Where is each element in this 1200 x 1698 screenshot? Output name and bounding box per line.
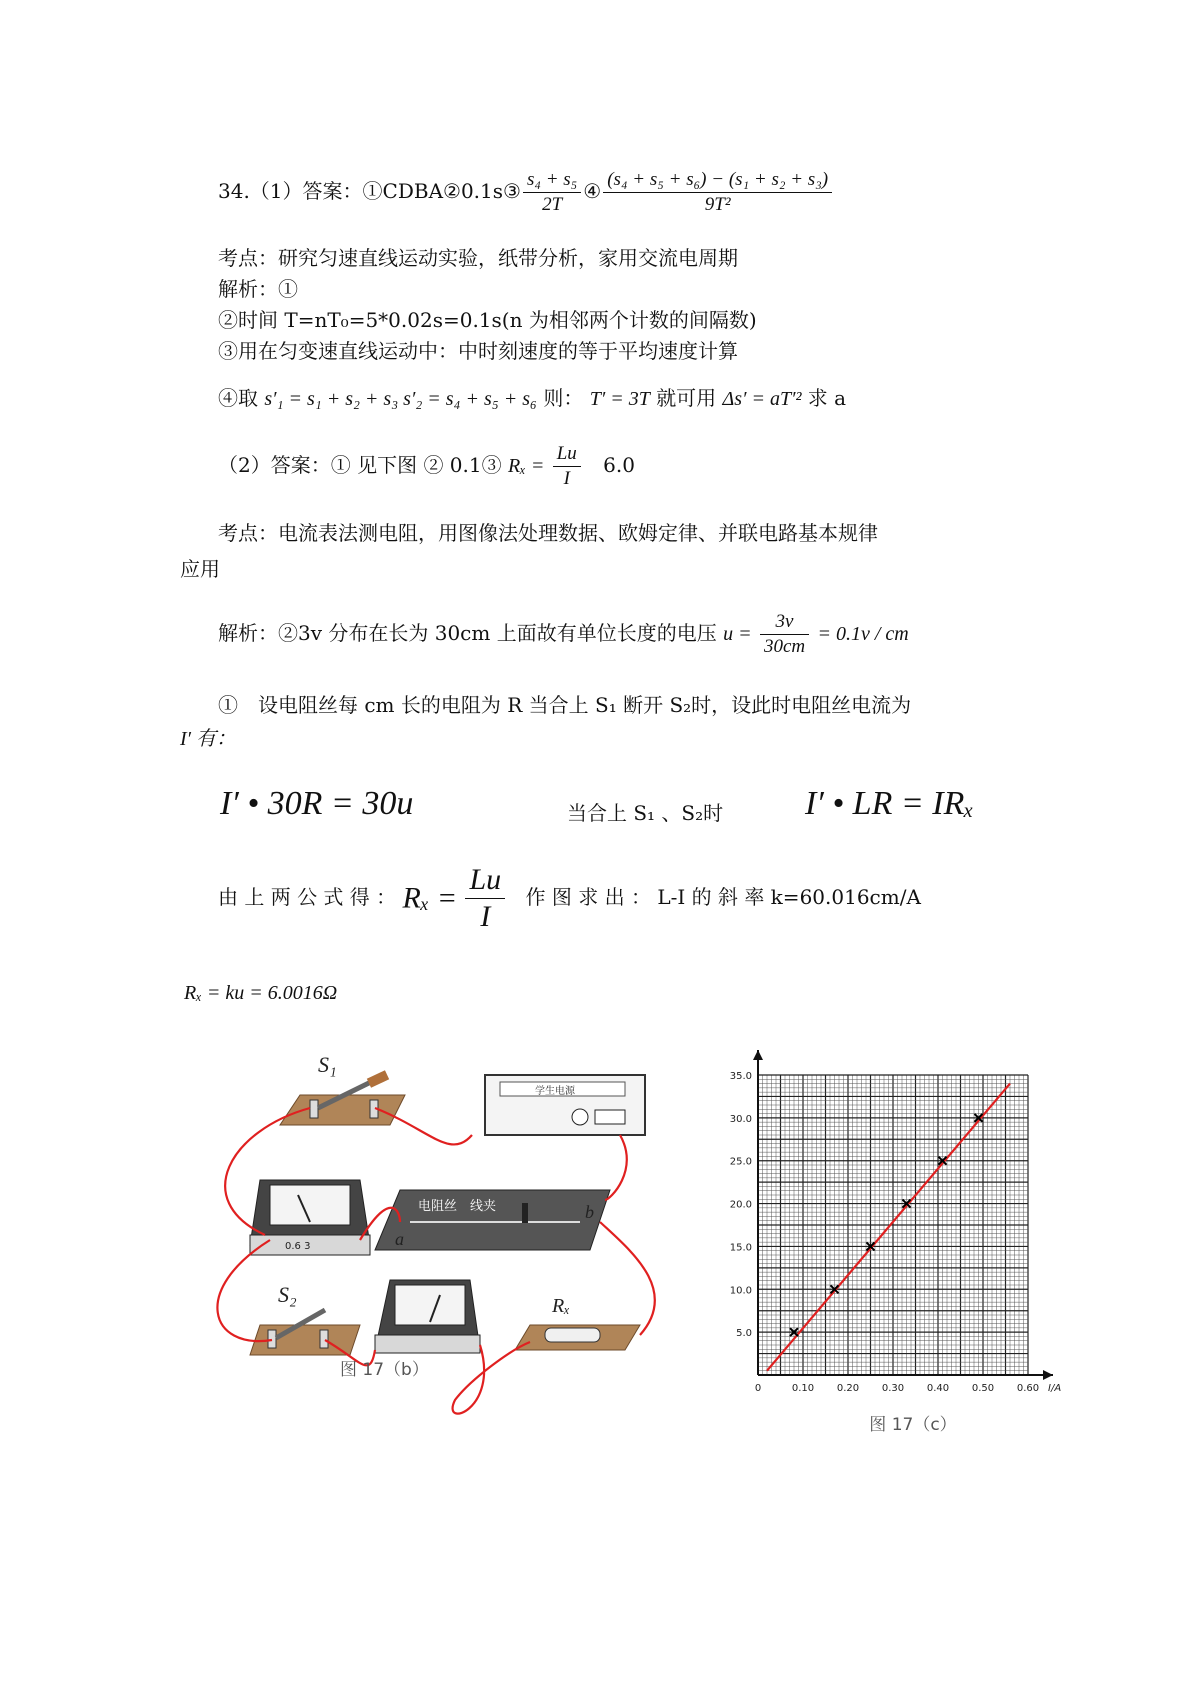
wire-label: 电阻丝 线夹 bbox=[418, 1199, 497, 1214]
fraction-denominator: I bbox=[480, 900, 491, 933]
circuit-caption: 图 17（b） bbox=[340, 1360, 429, 1380]
x-tick-label: 0.40 bbox=[926, 1383, 950, 1394]
s2-label: S₂ bbox=[278, 1282, 297, 1307]
x-axis-label: I/A bbox=[1048, 1383, 1062, 1394]
can-use-label: 就可用 bbox=[656, 386, 717, 410]
ammeter-symbol bbox=[572, 1109, 588, 1125]
derive-line bbox=[218, 862, 921, 935]
wire-clip bbox=[522, 1203, 528, 1223]
label-b: b bbox=[585, 1202, 594, 1222]
jiexi-2-text: 解析：②3v 分布在长为 30cm 上面故有单位长度的电压 bbox=[218, 621, 717, 645]
fraction-denominator: I bbox=[563, 468, 570, 489]
rx-resistor bbox=[545, 1328, 600, 1342]
circuit-figure bbox=[210, 1050, 700, 1450]
chart-caption: 图 17（c） bbox=[869, 1415, 957, 1435]
y-tick-label: 20.0 bbox=[729, 1199, 752, 1211]
set-r-line: ① 设电阻丝每 cm 长的电阻为 R 当合上 S₁ 断开 S₂时，设此时电阻丝电流为 bbox=[218, 693, 912, 717]
answer-line-1 bbox=[218, 168, 834, 217]
kaodian-1: 考点：研究匀速直线运动实验，纸带分析，家用交流电周期 bbox=[218, 246, 738, 270]
s1-handle bbox=[367, 1070, 389, 1088]
fraction-denominator: 30cm bbox=[763, 636, 806, 657]
derive-rx: Rₓ = bbox=[402, 881, 458, 915]
label-a: a bbox=[395, 1229, 404, 1249]
answer-line-2 bbox=[218, 442, 635, 491]
find-a-label: 求 a bbox=[807, 386, 847, 410]
fraction-numerator: (s₄ + s₅ + s₆) − (s₁ + s₂ + s₃) bbox=[603, 168, 832, 193]
fraction-numerator: s₄ + s₅ bbox=[523, 168, 581, 193]
y-axis-arrow bbox=[753, 1050, 763, 1060]
x-tick-label: 0.20 bbox=[836, 1383, 860, 1394]
answer-1-prefix: 34.（1）答案：①CDBA②0.1s③ bbox=[218, 179, 521, 203]
fraction-numerator: 3v bbox=[760, 610, 809, 635]
graph-l-vs-i bbox=[720, 1042, 1080, 1442]
s1-post-left bbox=[310, 1100, 318, 1118]
answer-1-mid: ④ bbox=[583, 179, 602, 203]
power-display bbox=[595, 1110, 625, 1124]
x-tick-label: 0.50 bbox=[971, 1383, 995, 1394]
fraction-rx bbox=[553, 442, 581, 491]
unit-voltage-value: = 0.1v / cm bbox=[817, 623, 909, 645]
jiexi-2-line bbox=[218, 610, 909, 659]
fraction-denominator: 2T bbox=[542, 194, 563, 215]
ammeter-2-base bbox=[375, 1335, 480, 1353]
s2-post-right bbox=[320, 1330, 328, 1348]
y-tick-label: 15.0 bbox=[729, 1242, 752, 1254]
jiexi-1: 解析：① bbox=[218, 277, 298, 301]
x-axis-arrow bbox=[1043, 1370, 1053, 1380]
then-label: 则： bbox=[543, 386, 584, 410]
final-result: Rₓ = ku = 6.0016Ω bbox=[184, 982, 338, 1004]
set-r-line-cont: I′ 有： bbox=[180, 728, 237, 750]
kaodian-2-cont: 应用 bbox=[180, 557, 220, 581]
ammeter-2-face bbox=[395, 1285, 465, 1325]
x-tick-label: 0.60 bbox=[1016, 1383, 1040, 1394]
fraction-unit-voltage bbox=[760, 610, 809, 659]
period-eq: T′ = 3T bbox=[589, 388, 650, 410]
derive-slope-text: 作 图 求 出 ： L-I 的 斜 率 k=60.016cm/A bbox=[525, 885, 921, 909]
fraction-numerator: Lu bbox=[553, 442, 581, 467]
y-tick-label: 10.0 bbox=[729, 1285, 752, 1297]
fraction-numerator: Lu bbox=[465, 862, 505, 899]
kaodian-2: 考点：电流表法测电阻，用图像法处理数据、欧姆定律、并联电路基本规律 bbox=[218, 521, 878, 545]
answer-2-value: 6.0 bbox=[603, 453, 635, 477]
fraction-avg-velocity bbox=[523, 168, 581, 217]
power-label: 学生电源 bbox=[535, 1086, 575, 1097]
answer-2-prefix: （2）答案：① 见下图 ② 0.1③ bbox=[218, 453, 502, 477]
wires bbox=[217, 1108, 654, 1414]
x-tick-label: 0.30 bbox=[881, 1383, 905, 1394]
y-tick-label: 5.0 bbox=[736, 1328, 752, 1340]
fraction-derive-rx bbox=[465, 862, 505, 935]
ammeter-1-face bbox=[270, 1185, 350, 1225]
u-symbol: u = bbox=[723, 623, 752, 645]
s2-post-left bbox=[268, 1330, 276, 1348]
take-label: ④取 bbox=[218, 386, 258, 410]
displacement-line bbox=[218, 385, 846, 412]
rx-label: Rₓ bbox=[552, 1295, 570, 1317]
time-line: ②时间 T=nT₀=5*0.02s=0.1s(n 为相邻两个计数的间隔数) bbox=[218, 308, 757, 332]
x-tick-label: 0 bbox=[754, 1383, 762, 1394]
equation-mid-text: 当合上 S₁ 、S₂时 bbox=[567, 801, 724, 825]
derive-prefix: 由 上 两 公 式 得 ： bbox=[218, 885, 397, 909]
x-tick-label: 0.10 bbox=[791, 1383, 815, 1394]
rx-symbol: Rₓ = bbox=[507, 455, 545, 477]
fraction-denominator: 9T² bbox=[704, 194, 731, 215]
delta-s-eq: Δs′ = aT′² bbox=[722, 388, 802, 410]
equation-2: I′ • LR = IRₓ bbox=[805, 785, 975, 822]
displacement-defs: s′₁ = s₁ + s₂ + s₃ s′₂ = s₄ + s₅ + s₆ bbox=[264, 388, 537, 410]
y-tick-label: 30.0 bbox=[729, 1113, 752, 1125]
avg-line: ③用在匀变速直线运动中：中时刻速度的等于平均速度计算 bbox=[218, 339, 738, 363]
equation-1: I′ • 30R = 30u bbox=[220, 785, 414, 822]
fraction-acceleration bbox=[603, 168, 832, 217]
y-tick-label: 35.0 bbox=[729, 1071, 752, 1082]
s1-label: S₁ bbox=[318, 1052, 337, 1077]
y-tick-label: 25.0 bbox=[729, 1156, 752, 1168]
s1-board bbox=[280, 1095, 405, 1125]
ammeter-1-scale: 0.6 3 bbox=[285, 1241, 311, 1252]
